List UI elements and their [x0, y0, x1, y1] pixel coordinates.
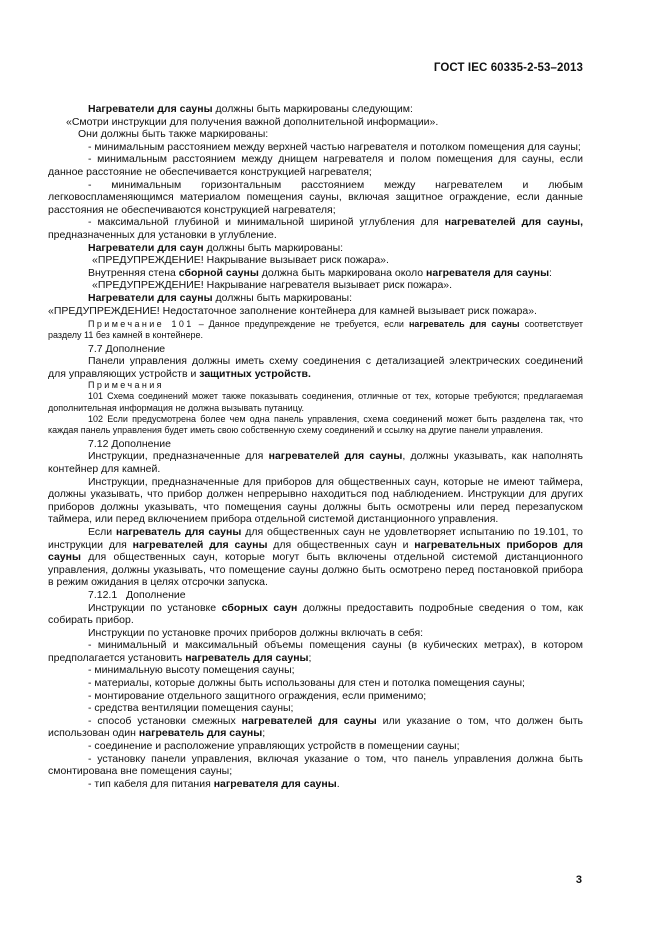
document-body [48, 103, 583, 790]
warning-text: «ПРЕДУПРЕЖДЕНИЕ! Накрывание нагревателя вызывает риск пожара». [92, 279, 453, 292]
paragraph: Панели управления должны иметь схему соединения с детализацией электрических соединений для управляющих устройств и защитных устройств. [48, 355, 583, 380]
notes-label: Примечания [88, 380, 164, 391]
list-item: - минимальным расстоянием между верхней частью нагревателя и потолком помещения для сауны; [88, 140, 581, 153]
section-heading: 7.12 Дополнение [88, 437, 171, 450]
list-item: - установку панели управления, включая указание о том, что панель управления должна быть смонтирована вне помещения сауны; [48, 752, 583, 778]
paragraph: Инструкции, предназначенные для приборов для общественных саун, которые не имеют таймера, должны указывать, что прибор должен непрерывно находиться под наблюдением. Инструкции для других приборов должны указывать, что помещения сауны должны быть осмотрены или перед перезапуском таймера, или перед включением прибора отдельной системой дистанционного управления. [48, 475, 583, 526]
list-item: - соединение и расположение управляющих устройств в помещении сауны; [88, 740, 460, 753]
paragraph: Инструкции, предназначенные для нагревателей для сауны, должны указывать, как наполнять контейнер для камней. [48, 450, 583, 475]
list-item: - монтирование отдельного защитного ограждения, если применимо; [88, 689, 427, 702]
note: 102 Если предусмотрена более чем одна панель управления, схема соединений может быть разделена так, что каждая панель управления будет иметь свою собственную схему соединений и ссылку на другие панели управления. [48, 413, 583, 436]
list-item: - минимальный и максимальный объемы помещения сауны (в кубических метрах), в котором предполагается установить нагреватель для сауны; [48, 639, 583, 664]
standard-header: ГОСТ IEC 60335-2-53–2013 [433, 62, 583, 74]
paragraph: Они должны быть также маркированы: [78, 128, 269, 141]
paragraph: Внутренняя стена сборной сауны должна быть маркирована около нагревателя для сауны: [88, 266, 552, 279]
warning-text: «ПРЕДУПРЕЖДЕНИЕ! Накрывание вызывает риск пожара». [92, 254, 389, 267]
page-number: 3 [575, 874, 582, 886]
list-item: - минимальным горизонтальным расстоянием между нагревателем и любым легковоспламеняющимся материалом помещения сауны, включая защитное ограждение, если данные расстояния не обеспечиваются конструкцией нагревателя; [48, 178, 583, 216]
list-item: - минимальным расстоянием между днищем нагревателя и полом помещения для сауны, если данное расстояние не обеспечивается конструкцией нагревателя; [48, 153, 583, 178]
list-item: - материалы, которые должны быть использованы для стен и потолка помещения сауны; [88, 677, 525, 690]
paragraph: Инструкции по установке прочих приборов должны включать в себя: [88, 626, 424, 639]
list-item: - максимальной глубиной и минимальной шириной углубления для нагревателей для сауны, предназначенных для установки в углубление. [48, 216, 583, 241]
section-heading: 7.12.1 Дополнение [88, 588, 186, 601]
note: 101 Схема соединений может также показывать соединения, отличные от тех, которые требуются; предлагаемая дополнительная информация не должна вызывать путаницу. [48, 391, 583, 413]
note: Примечание 101 – Данное предупреждение не требуется, если нагреватель для сауны соответствует разделу 11 без камней в контейнере. [48, 318, 583, 340]
paragraph: Нагреватели для саун должны быть маркированы: [88, 241, 344, 254]
paragraph: Нагреватели для сауны должны быть маркированы следующим: [88, 103, 413, 115]
list-item: - способ установки смежных нагревателей для сауны или указание о том, что должен быть использован один нагреватель для сауны; [48, 714, 583, 740]
warning-text: «ПРЕДУПРЕЖДЕНИЕ! Недостаточное заполнение контейнера для камней вызывает риск пожара». [48, 304, 537, 317]
list-item: - тип кабеля для питания нагревателя для сауны. [88, 777, 340, 790]
list-item: - средства вентиляции помещения сауны; [88, 702, 294, 715]
list-item: - минимальную высоту помещения сауны; [88, 664, 295, 677]
paragraph: Если нагреватель для сауны для общественных саун не удовлетворяет испытанию по 19.101, то инструкции для нагревателей для сауны для общественных саун и нагревательных приборов для сауны для общественных саун, которые могут быть включены отдельной системой дистанционного управления, должны указывать, что помещение сауны должно быть осмотрено перед постановкой прибора в режим ожидания в целях отсрочки запуска. [48, 525, 584, 589]
paragraph: Инструкции по установке сборных саун должны предоставить подробные сведения о том, как собирать прибор. [48, 601, 583, 627]
paragraph: «Смотри инструкции для получения важной дополнительной информации». [66, 115, 439, 128]
section-heading: 7.7 Дополнение [88, 342, 166, 355]
paragraph: Нагреватели для сауны должны быть маркированы: [88, 291, 353, 304]
